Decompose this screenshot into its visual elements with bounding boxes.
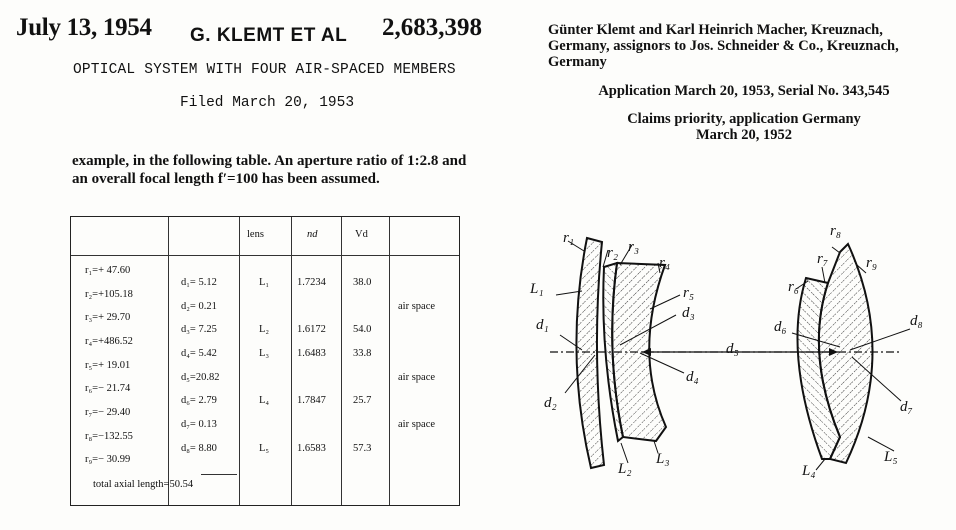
header-nd: nd (307, 229, 318, 240)
spacing-d1: d₁= 5.12 (181, 277, 217, 288)
label-d1: d₁ (536, 317, 549, 333)
spacing-d4: d₄= 5.42 (181, 348, 217, 359)
nd-l2: 1.6172 (297, 324, 326, 335)
radius-r7: r₇=− 29.40 (85, 407, 131, 418)
spacing-d8: d₈= 8.80 (181, 443, 217, 454)
radius-r3: r₃=+ 29.70 (85, 312, 131, 323)
inventors-paragraph: Günter Klemt and Karl Heinrich Macher, Kreuznach, Germany, assignors to Jos. Schneider & Co., Kreuznach, Germany (548, 22, 899, 70)
label-r2: r₂ (607, 245, 619, 261)
spacing-d7: d₇= 0.13 (181, 419, 217, 430)
radius-r2: r₂=+105.18 (85, 289, 133, 300)
lens-l1 (576, 238, 604, 468)
lens-l2: L₂ (259, 324, 270, 335)
header-lens: lens (247, 229, 264, 240)
label-r6: r₆ (788, 279, 800, 295)
inventor-short: G. KLEMT ET AL (190, 25, 348, 46)
label-r7: r₇ (817, 251, 829, 267)
radius-r6: r₆=− 21.74 (85, 383, 131, 394)
label-d2: d₂ (544, 395, 557, 411)
nd-l5: 1.6583 (297, 443, 326, 454)
vd-l2: 54.0 (353, 324, 372, 335)
lens-l4: L₄ (259, 395, 270, 406)
air-space-d2: air space (398, 301, 436, 312)
label-L4: L₄ (802, 463, 816, 479)
spacing-d2: d₂= 0.21 (181, 301, 217, 312)
spacing-d3: d₃= 7.25 (181, 324, 217, 335)
spacing-d6: d₆= 2.79 (181, 395, 217, 406)
radius-r8: r₈=−132.55 (85, 431, 133, 442)
label-r9: r₉ (866, 255, 878, 271)
label-d4: d₄ (686, 369, 699, 385)
spacing-d5: d₅=20.82 (181, 372, 220, 383)
label-d7: d₇ (900, 399, 913, 415)
label-r1: r₁ (563, 230, 575, 246)
vd-l3: 33.8 (353, 348, 372, 359)
vd-l1: 38.0 (353, 277, 372, 288)
vd-l5: 57.3 (353, 443, 372, 454)
lens-l3: L₃ (259, 348, 270, 359)
radius-r1: r₁=+ 47.60 (85, 265, 131, 276)
lens-l1: L₁ (259, 277, 270, 288)
total-axial-length: total axial length=50.54 (93, 479, 194, 490)
radius-r4: r₄=+486.52 (85, 336, 133, 347)
label-L3: L₃ (656, 451, 670, 467)
label-r8: r₈ (830, 223, 842, 239)
application-line: Application March 20, 1953, Serial No. 343,545 (598, 83, 890, 99)
label-d3: d₃ (682, 305, 695, 321)
radius-r5: r₅=+ 19.01 (85, 360, 131, 371)
lens-l5: L₅ (259, 443, 270, 454)
nd-l1: 1.7234 (297, 277, 326, 288)
nd-l4: 1.7847 (297, 395, 326, 406)
label-L5: L₅ (884, 449, 898, 465)
patent-number: 2,683,398 (382, 14, 482, 41)
label-r3: r₃ (628, 239, 640, 255)
label-d6: d₆ (774, 319, 787, 335)
vd-l4: 25.7 (353, 395, 372, 406)
header-vd: Vd (355, 229, 368, 240)
filed-date: Filed March 20, 1953 (180, 95, 355, 111)
air-space-d5: air space (398, 372, 436, 383)
label-L2: L₂ (618, 461, 632, 477)
label-r5: r₅ (683, 285, 695, 301)
air-space-d7: air space (398, 419, 436, 430)
patent-date: July 13, 1954 (16, 14, 152, 41)
intro-paragraph: example, in the following table. An aperture ratio of 1:2.8 and an overall focal length f′=100 has been assumed. (72, 153, 467, 187)
priority-line-1: Claims priority, application Germany (627, 111, 861, 127)
label-L1: L₁ (530, 281, 544, 297)
lens-cross-section-diagram (520, 205, 950, 510)
nd-l3: 1.6483 (297, 348, 326, 359)
label-d8: d₈ (910, 313, 923, 329)
label-r4: r₄ (659, 255, 671, 271)
lens-data-table (70, 216, 460, 506)
priority-block (540, 111, 948, 143)
radius-r9: r₉=− 30.99 (85, 454, 131, 465)
patent-title: OPTICAL SYSTEM WITH FOUR AIR-SPACED MEMBERS (73, 62, 456, 78)
priority-line-2: March 20, 1952 (696, 127, 792, 143)
label-d5: d₅ (726, 341, 739, 357)
